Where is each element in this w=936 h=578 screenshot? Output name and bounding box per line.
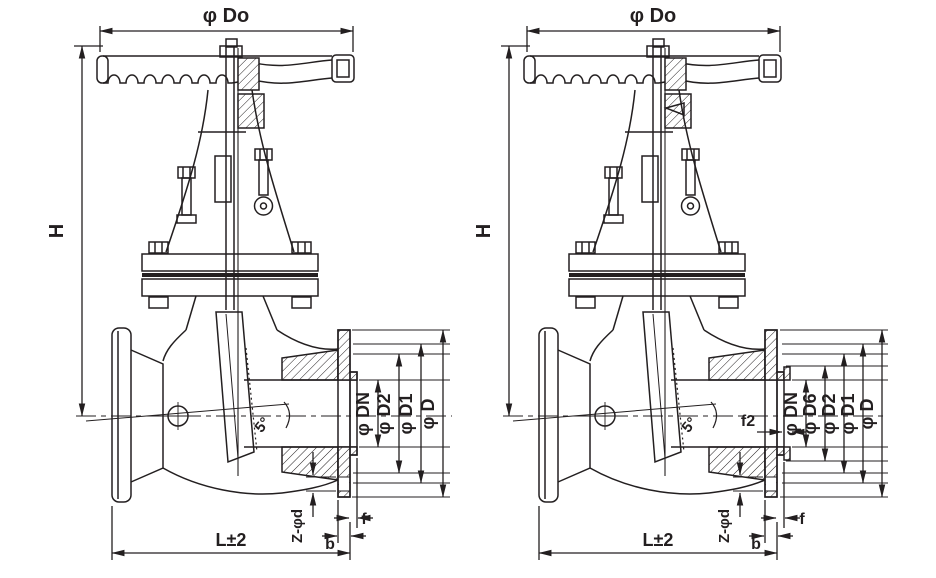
label-d2: φ D2 (819, 393, 839, 435)
right-valve-view (473, 5, 888, 560)
label-length: L±2 (215, 530, 247, 550)
label-dn: φ DN (353, 392, 373, 436)
male-face-bottom (784, 447, 790, 460)
label-height: H (46, 223, 68, 239)
label-length: L±2 (642, 530, 674, 550)
label-seat-angle: 5° (678, 414, 701, 437)
label-b: b (751, 536, 761, 553)
dim-height (501, 46, 530, 416)
label-f: f (361, 511, 367, 528)
label-d1: φ D1 (838, 393, 858, 435)
label-f: f (799, 511, 805, 528)
label-phi-do: φ Do (202, 5, 250, 27)
dim-height (74, 46, 103, 416)
label-height: H (473, 223, 495, 239)
label-seat-angle: 5° (251, 414, 274, 437)
label-d1: φ D1 (396, 393, 416, 435)
label-dn: φ DN (781, 392, 801, 436)
label-d2: φ D2 (374, 393, 394, 435)
male-face-top (784, 367, 790, 380)
label-b: b (325, 536, 335, 553)
label-d: φ D (418, 398, 438, 430)
label-d: φ D (857, 398, 877, 430)
label-d6: φ D6 (800, 393, 820, 435)
left-valve-view (46, 5, 452, 560)
label-bolt-holes: Z-φd (716, 508, 733, 544)
label-phi-do: φ Do (629, 5, 677, 27)
label-f2: f2 (740, 413, 756, 430)
label-bolt-holes: Z-φd (289, 508, 306, 544)
